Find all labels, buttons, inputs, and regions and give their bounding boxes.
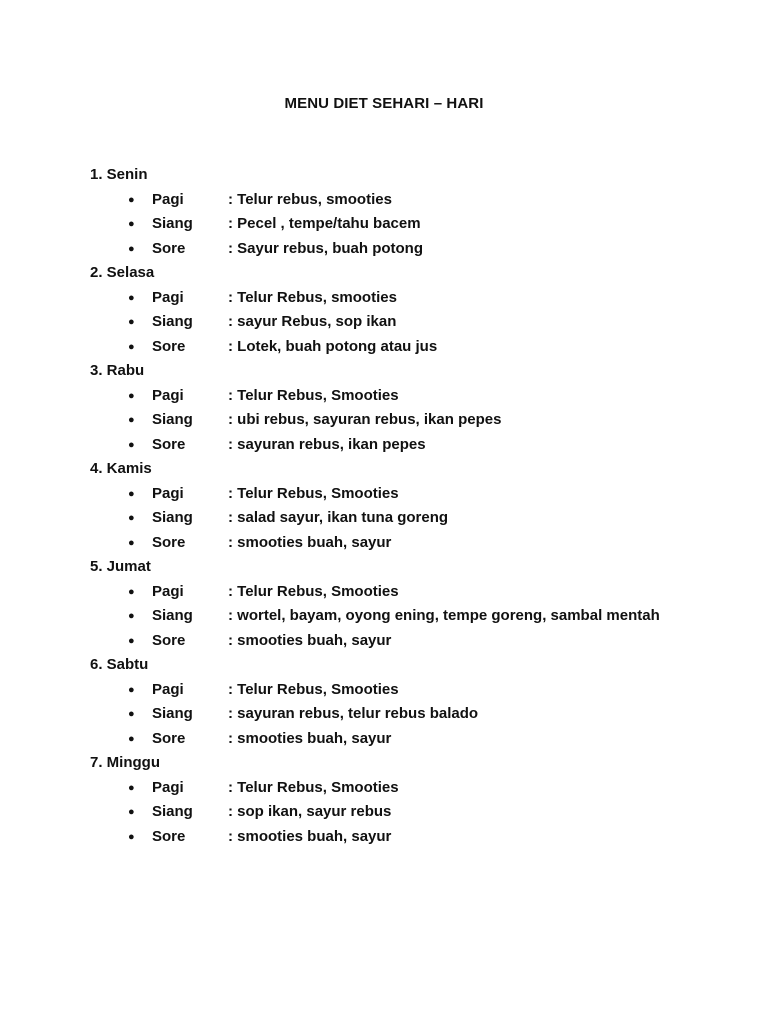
day-section: [90, 653, 750, 751]
bullet-icon: ●: [128, 634, 135, 647]
day-section: [90, 555, 750, 653]
meal-menu: : Sayur rebus, buah potong: [228, 239, 424, 257]
meal-menu: : ubi rebus, sayuran rebus, ikan pepes: [228, 411, 502, 428]
meal-item: [90, 335, 750, 360]
bullet-icon: ●: [128, 242, 135, 255]
meal-item: [90, 678, 750, 703]
meal-label: Siang: [152, 607, 193, 624]
meal-label: Sore: [152, 435, 186, 453]
meal-item: [90, 629, 750, 654]
day-heading: 6. Sabtu: [90, 656, 149, 673]
meal-item: [90, 433, 750, 458]
bullet-icon: ●: [128, 389, 135, 402]
meal-label: Siang: [152, 803, 193, 820]
meal-label: Pagi: [152, 582, 184, 600]
day-section: [90, 457, 750, 555]
meal-menu: : sayuran rebus, telur rebus balado: [228, 705, 479, 722]
meal-item: [90, 825, 750, 850]
bullet-icon: ●: [128, 732, 135, 745]
meal-menu: : smooties buah, sayur: [228, 827, 392, 845]
meal-menu: : Telur Rebus, Smooties: [228, 386, 399, 404]
day-heading: 1. Senin: [90, 166, 148, 183]
meal-item: [90, 506, 750, 531]
meal-menu: : salad sayur, ikan tuna goreng: [228, 509, 449, 526]
meal-menu: : Pecel , tempe/tahu bacem: [228, 215, 421, 232]
bullet-icon: ●: [128, 414, 135, 426]
meal-label: Pagi: [152, 386, 184, 404]
meal-label: Pagi: [152, 680, 184, 698]
bullet-icon: ●: [128, 536, 135, 549]
meal-menu: : smooties buah, sayur: [228, 631, 392, 649]
meal-menu: : sayur Rebus, sop ikan: [228, 313, 397, 330]
meal-menu: : smooties buah, sayur: [228, 729, 392, 747]
meal-label: Siang: [152, 313, 193, 330]
bullet-icon: ●: [128, 610, 135, 622]
meal-item: [90, 727, 750, 752]
bullet-icon: ●: [128, 683, 135, 696]
meal-label: Siang: [152, 705, 193, 722]
day-heading: 5. Jumat: [90, 558, 151, 575]
meal-label: Pagi: [152, 288, 184, 306]
bullet-icon: ●: [128, 438, 135, 451]
meal-label: Siang: [152, 509, 193, 526]
meal-label: Sore: [152, 827, 186, 845]
meal-item: [90, 188, 750, 213]
meal-menu: : wortel, bayam, oyong ening, tempe goreng, sambal mentah: [228, 607, 660, 624]
meal-menu: : Telur Rebus, Smooties: [228, 582, 399, 600]
meal-item: [90, 310, 750, 335]
meal-menu: : sayuran rebus, ikan pepes: [228, 435, 426, 453]
bullet-icon: ●: [128, 781, 135, 794]
meal-item: [90, 531, 750, 556]
bullet-icon: ●: [128, 806, 135, 818]
meal-item: [90, 212, 750, 237]
day-section: [90, 359, 750, 457]
meal-menu: : Telur Rebus, Smooties: [228, 778, 399, 796]
bullet-icon: ●: [128, 218, 135, 230]
bullet-icon: ●: [128, 830, 135, 843]
meal-label: Siang: [152, 215, 193, 232]
meal-item: [90, 237, 750, 262]
meal-item: [90, 800, 750, 825]
meal-menu: : Telur rebus, smooties: [228, 190, 392, 208]
day-heading: 4. Kamis: [90, 460, 152, 477]
meal-item: [90, 286, 750, 311]
meal-label: Sore: [152, 729, 186, 747]
page-title: MENU DIET SEHARI – HARI: [284, 95, 484, 112]
meal-menu: : Telur Rebus, Smooties: [228, 680, 399, 698]
day-list: [90, 163, 750, 849]
meal-item: [90, 482, 750, 507]
meal-item: [90, 408, 750, 433]
meal-label: Sore: [152, 239, 186, 257]
meal-label: Sore: [152, 337, 186, 355]
meal-item: [90, 580, 750, 605]
meal-menu: : Telur Rebus, smooties: [228, 288, 397, 306]
day-section: [90, 751, 750, 849]
meal-menu: : Telur Rebus, Smooties: [228, 484, 399, 502]
meal-label: Pagi: [152, 778, 184, 796]
meal-menu: : smooties buah, sayur: [228, 533, 392, 551]
meal-menu: : sop ikan, sayur rebus: [228, 803, 392, 820]
meal-item: [90, 604, 750, 629]
meal-label: Siang: [152, 411, 193, 428]
bullet-icon: ●: [128, 316, 135, 328]
meal-label: Pagi: [152, 484, 184, 502]
meal-label: Sore: [152, 631, 186, 649]
meal-menu: : Lotek, buah potong atau jus: [228, 337, 438, 355]
bullet-icon: ●: [128, 340, 135, 353]
meal-label: Sore: [152, 533, 186, 551]
bullet-icon: ●: [128, 193, 135, 206]
bullet-icon: ●: [128, 585, 135, 598]
day-section: [90, 163, 750, 261]
meal-item: [90, 702, 750, 727]
day-section: [90, 261, 750, 359]
meal-label: Pagi: [152, 190, 184, 208]
meal-item: [90, 384, 750, 409]
meal-item: [90, 776, 750, 801]
day-heading: 2. Selasa: [90, 264, 155, 281]
bullet-icon: ●: [128, 708, 135, 720]
bullet-icon: ●: [128, 291, 135, 304]
day-heading: 7. Minggu: [90, 754, 160, 771]
bullet-icon: ●: [128, 512, 135, 524]
day-heading: 3. Rabu: [90, 362, 145, 379]
bullet-icon: ●: [128, 487, 135, 500]
